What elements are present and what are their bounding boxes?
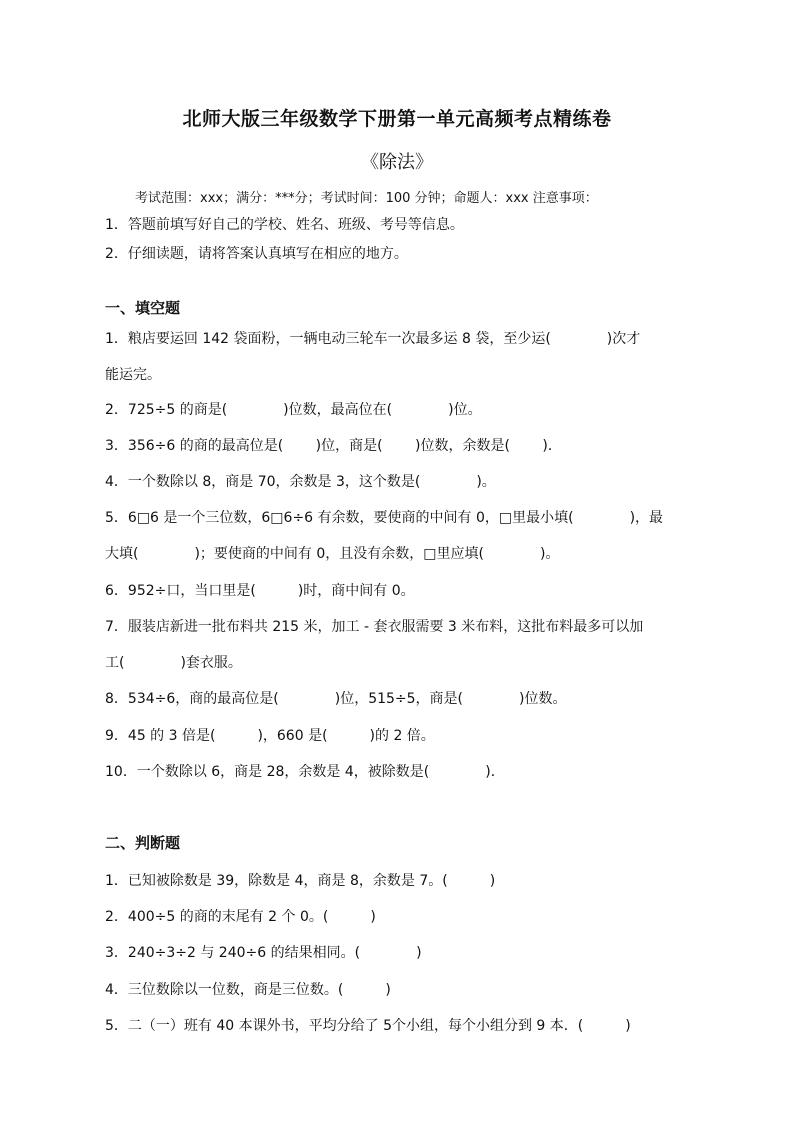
note-item: 2．仔细读题，请将答案认真填写在相应的地方。 bbox=[105, 246, 408, 262]
question-line: 9．45 的 3 倍是( )，660 是( )的 2 倍。 bbox=[105, 728, 435, 744]
question-line: 1．粮店要运回 142 袋面粉，一辆电动三轮车一次最多运 8 袋，至少运( )次才 bbox=[105, 331, 641, 347]
question-line: 7．服装店新进一批布料共 215 米，加工 - 套衣服需要 3 米布料，这批布料最多可以加 bbox=[105, 619, 644, 635]
page-subtitle: 《除法》 bbox=[361, 152, 433, 173]
question-line: 能运完。 bbox=[105, 367, 161, 383]
note-item: 1．答题前填写好自己的学校、姓名、班级、考号等信息。 bbox=[105, 217, 464, 233]
question-line: 4．三位数除以一位数，商是三位数。( ) bbox=[105, 982, 391, 998]
question-line: 3．240÷3÷2 与 240÷6 的结果相同。( ) bbox=[105, 945, 422, 961]
question-line: 3．356÷6 的商的最高位是( )位，商是( )位数，余数是( )． bbox=[105, 438, 562, 454]
question-line: 2．400÷5 的商的末尾有 2 个 0。( ) bbox=[105, 909, 376, 925]
question-line: 5．二（一）班有 40 本课外书，平均分给了 5个小组，每个小组分到 9 本．( ) bbox=[105, 1018, 631, 1034]
question-line: 10．一个数除以 6，商是 28，余数是 4，被除数是( )． bbox=[105, 764, 505, 780]
section-heading-fill-blank: 一、填空题 bbox=[105, 299, 181, 317]
exam-info: 考试范围：xxx；满分：***分；考试时间：100 分钟；命题人：xxx 注意事项： bbox=[135, 191, 598, 206]
question-line: 5．6□6 是一个三位数，6□6÷6 有余数，要使商的中间有 0，□里最小填( )，最 bbox=[105, 510, 664, 526]
question-line: 2．725÷5 的商是( )位数，最高位在( )位。 bbox=[105, 402, 482, 418]
question-line: 6．952÷口，当口里是( )时，商中间有 0。 bbox=[105, 583, 415, 599]
question-line: 8．534÷6，商的最高位是( )位，515÷5，商是( )位数。 bbox=[105, 691, 567, 707]
section-heading-true-false: 二、判断题 bbox=[105, 834, 181, 852]
question-line: 4．一个数除以 8，商是 70，余数是 3，这个数是( )。 bbox=[105, 474, 496, 490]
question-line: 大填( )；要使商的中间有 0，且没有余数，□里应填( )。 bbox=[105, 546, 560, 562]
question-line: 工( )套衣服。 bbox=[105, 655, 242, 671]
page-title: 北师大版三年级数学下册第一单元高频考点精练卷 bbox=[182, 108, 612, 130]
question-line: 1．已知被除数是 39，除数是 4，商是 8，余数是 7。( ) bbox=[105, 873, 496, 889]
